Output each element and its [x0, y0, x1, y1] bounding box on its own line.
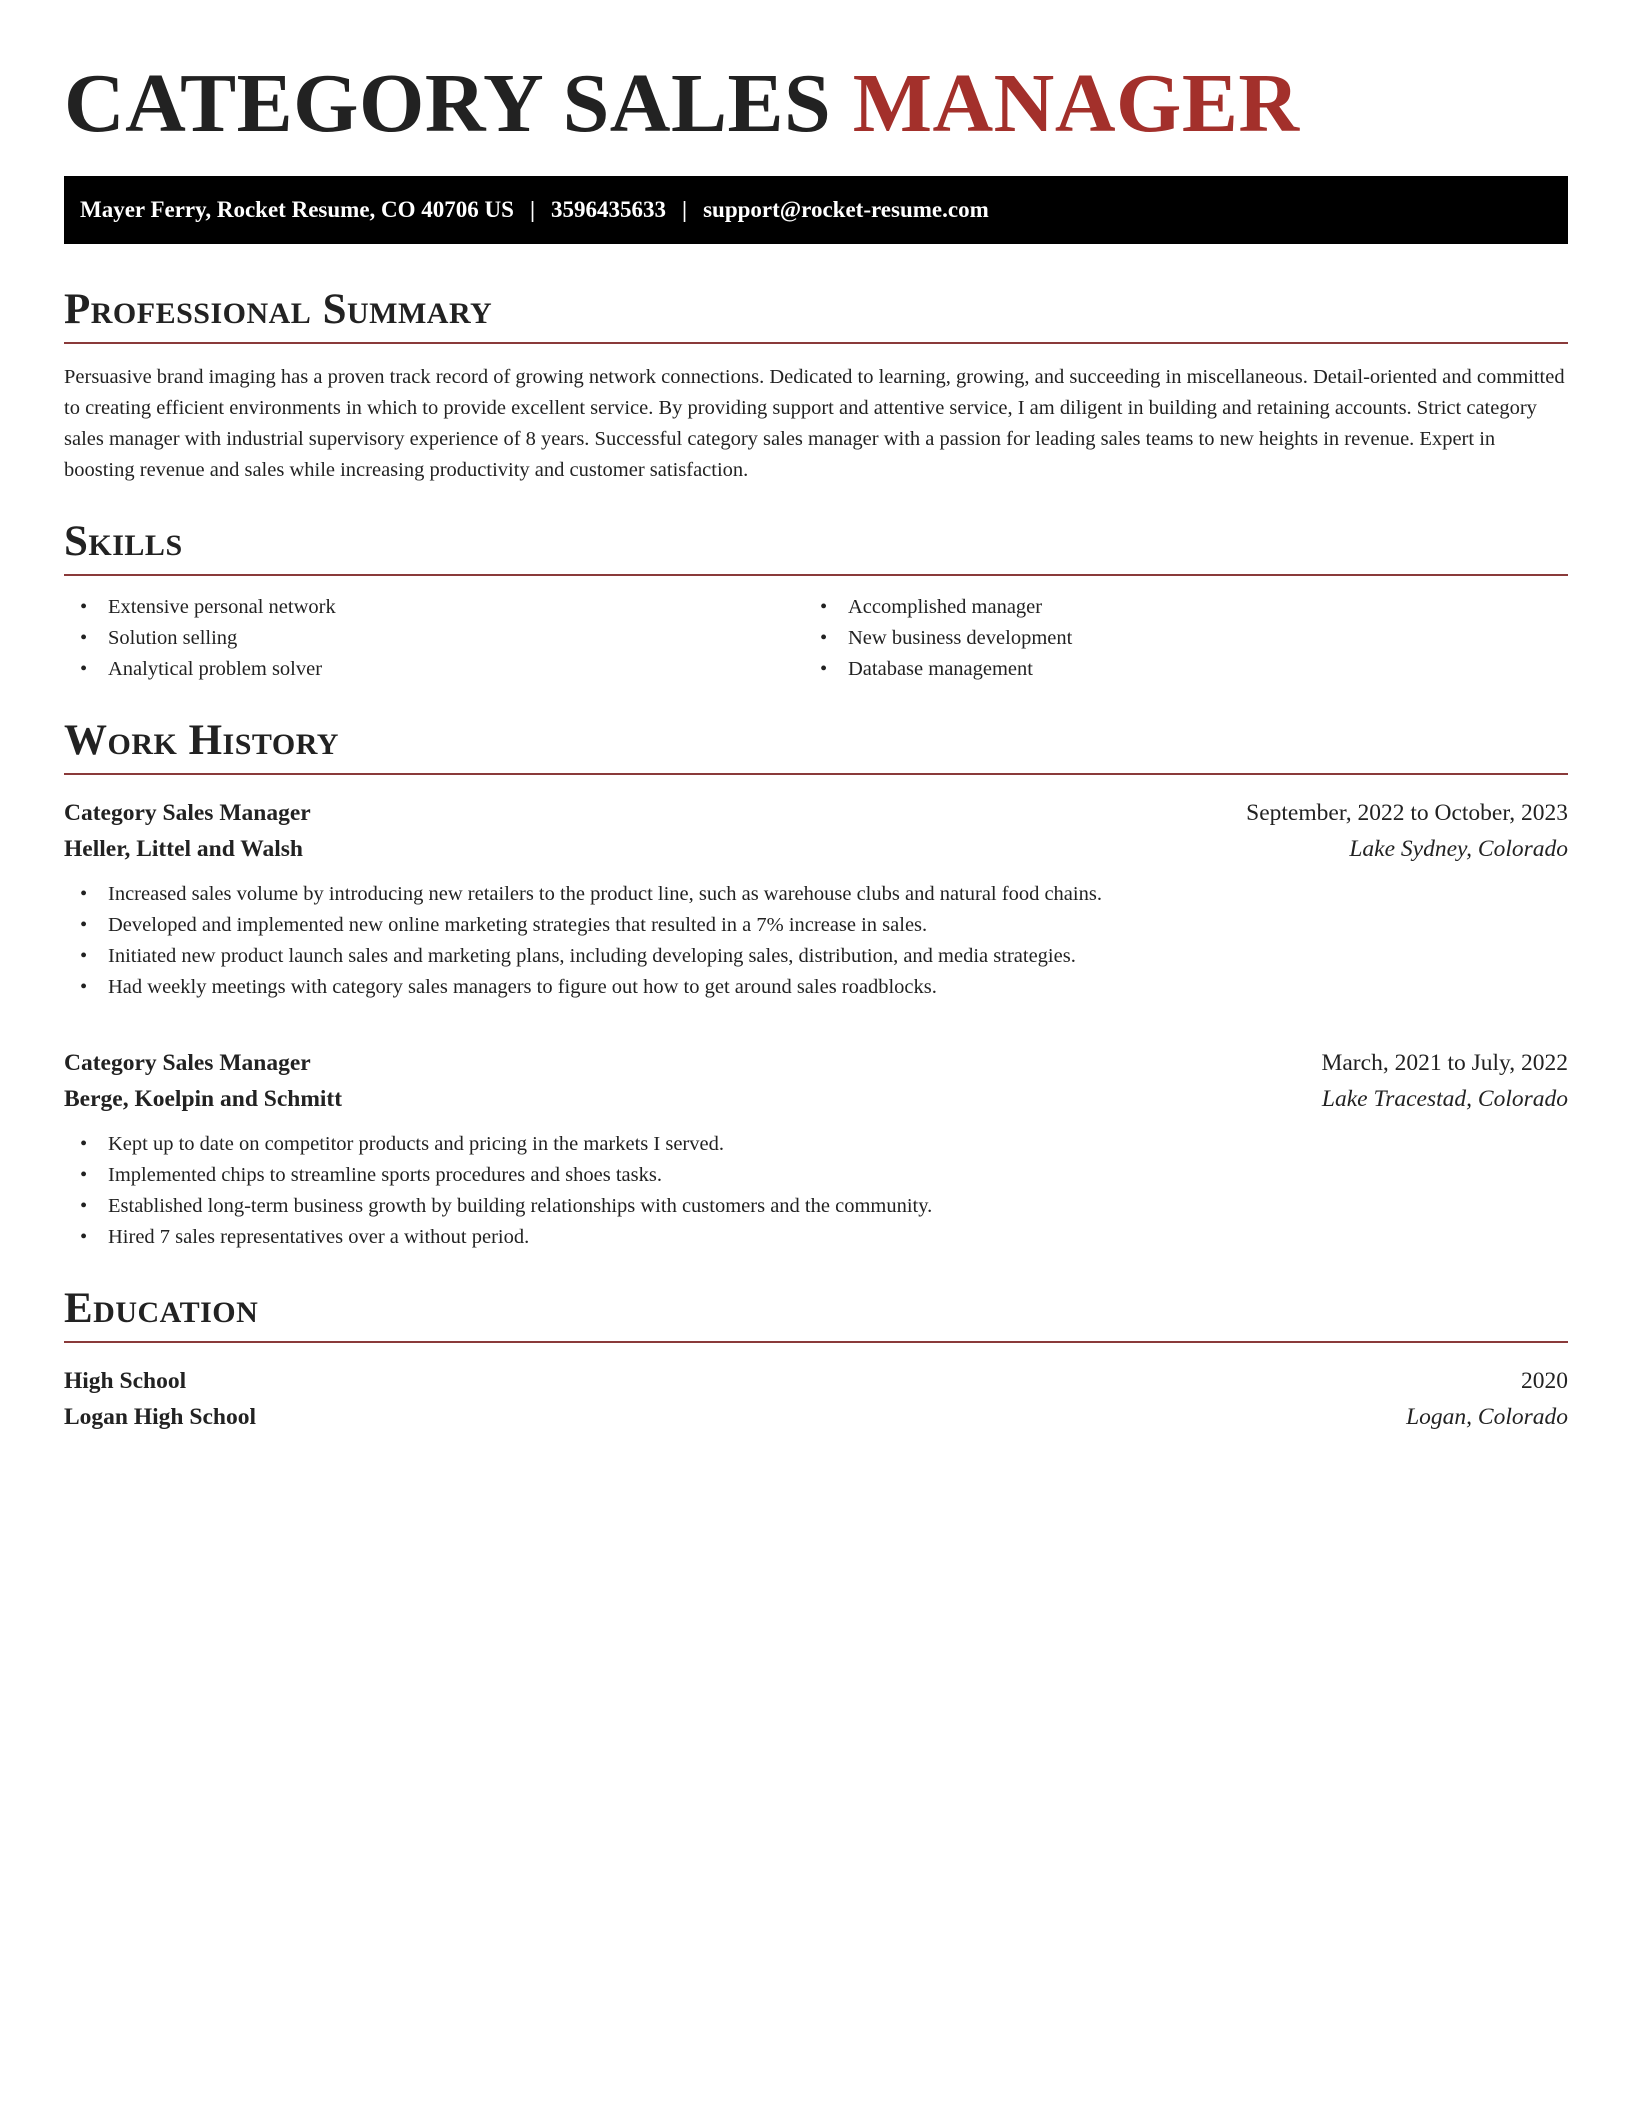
skills-column-right	[804, 592, 1568, 685]
job-company-row	[64, 1081, 1568, 1117]
title-main: CATEGORY SALES	[64, 57, 853, 150]
contact-phone: 3596435633	[551, 197, 667, 222]
summary-heading: Professional Summary	[64, 284, 1568, 344]
job-responsibilities	[64, 1129, 1568, 1253]
contact-bar	[64, 176, 1568, 244]
contact-email[interactable]: support@rocket-resume.com	[703, 197, 989, 222]
job-bullet: • Implemented chips to streamline sports procedures and shoes tasks.	[64, 1160, 1568, 1191]
education-degree: High School	[64, 1368, 187, 1394]
contact-separator: |	[682, 197, 688, 222]
skills-column-left	[64, 592, 804, 685]
resume-title	[64, 0, 1568, 152]
education-degree-row	[64, 1363, 1568, 1399]
job-dates: September, 2022 to October, 2023	[1246, 800, 1568, 826]
title-accent: MANAGER	[852, 57, 1300, 150]
job-responsibilities	[64, 879, 1568, 1003]
job-bullet: • Developed and implemented new online marketing strategies that resulted in a 7% increase in sales.	[64, 910, 1568, 941]
job-title: Category Sales Manager	[64, 1050, 311, 1076]
summary-text: Persuasive brand imaging has a proven track record of growing network connections. Dedicated to learning, growing, and succeeding in miscellaneous. Detail-oriented and committed to creating efficient environments in which to provide excellent service. By providing support and attentive service, I am diligent in building and retaining accounts. Strict category sales manager with industrial supervisory experience of 8 years. Successful category sales manager with a passion for leading sales teams to new heights in revenue. Expert in boosting revenue and sales while increasing productivity and customer satisfaction.	[64, 366, 1565, 481]
job-bullet: • Increased sales volume by introducing new retailers to the product line, such as warehouse clubs and natural food chains.	[64, 879, 1568, 910]
skills-heading: Skills	[64, 516, 1568, 576]
skills-list	[64, 592, 1568, 685]
skill-item: • Solution selling	[64, 623, 804, 654]
education-location: Logan, Colorado	[1406, 1404, 1568, 1430]
job-entry	[64, 1045, 1568, 1253]
education-heading: Education	[64, 1283, 1568, 1343]
job-company: Heller, Littel and Walsh	[64, 836, 303, 862]
job-entry	[64, 795, 1568, 1003]
job-bullet: • Initiated new product launch sales and marketing plans, including developing sales, distribution, and media strategies.	[64, 941, 1568, 972]
job-location: Lake Sydney, Colorado	[1349, 836, 1568, 862]
work-history-heading: Work History	[64, 715, 1568, 775]
job-dates: March, 2021 to July, 2022	[1321, 1050, 1568, 1076]
job-header-row	[64, 1045, 1568, 1081]
skill-item: • Database management	[804, 654, 1568, 685]
job-bullet: • Kept up to date on competitor products and pricing in the markets I served.	[64, 1129, 1568, 1160]
contact-address: Mayer Ferry, Rocket Resume, CO 40706 US	[80, 197, 514, 222]
contact-separator: |	[529, 197, 536, 222]
job-company-row	[64, 831, 1568, 867]
skill-item: • Analytical problem solver	[64, 654, 804, 685]
skill-item: • Extensive personal network	[64, 592, 804, 623]
job-header-row	[64, 795, 1568, 831]
job-title: Category Sales Manager	[64, 800, 311, 826]
job-location: Lake Tracestad, Colorado	[1321, 1086, 1568, 1112]
skill-item: • Accomplished manager	[804, 592, 1568, 623]
job-bullet: • Established long-term business growth by building relationships with customers and the community.	[64, 1191, 1568, 1222]
job-bullet: • Had weekly meetings with category sales managers to figure out how to get around sales roadblocks.	[64, 972, 1568, 1003]
job-bullet: • Hired 7 sales representatives over a without period.	[64, 1222, 1568, 1253]
education-year: 2020	[1521, 1368, 1568, 1394]
education-school: Logan High School	[64, 1404, 256, 1430]
skill-item: • New business development	[804, 623, 1568, 654]
education-entry	[64, 1363, 1568, 1435]
job-company: Berge, Koelpin and Schmitt	[64, 1086, 343, 1112]
education-school-row	[64, 1399, 1568, 1435]
